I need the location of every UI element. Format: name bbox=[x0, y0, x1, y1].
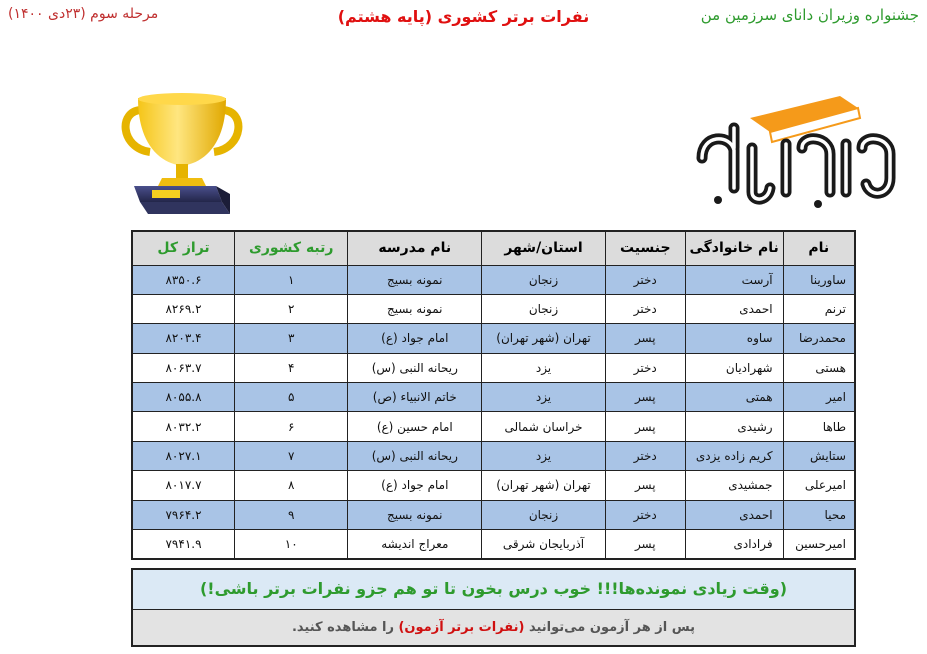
cell-score: ۸۰۳۲.۲ bbox=[132, 412, 235, 441]
table-row bbox=[132, 294, 855, 323]
cell-name: محمدرضا bbox=[783, 324, 855, 353]
cell-family: رشیدی bbox=[685, 412, 783, 441]
cell-score: ۸۰۶۳.۷ bbox=[132, 353, 235, 382]
header-score: تراز کل bbox=[132, 231, 235, 265]
cell-province: خراسان شمالی bbox=[482, 412, 606, 441]
cell-gender: پسر bbox=[605, 412, 685, 441]
table-row bbox=[132, 500, 855, 529]
cell-province: زنجان bbox=[482, 294, 606, 323]
page-title: نفرات برتر کشوری (پایه هشتم) bbox=[337, 7, 590, 26]
cell-score: ۸۲۶۹.۲ bbox=[132, 294, 235, 323]
cell-rank: ۸ bbox=[235, 471, 348, 500]
cell-family: همتی bbox=[685, 383, 783, 412]
cell-province: آذربایجان شرقی bbox=[482, 530, 606, 559]
cell-score: ۸۲۰۳.۴ bbox=[132, 324, 235, 353]
cell-family: فرادادی bbox=[685, 530, 783, 559]
header-rank: رتبه کشوری bbox=[235, 231, 348, 265]
cell-rank: ۲ bbox=[235, 294, 348, 323]
header-name: نام bbox=[783, 231, 855, 265]
cell-school: امام حسین (ع) bbox=[348, 412, 482, 441]
cell-gender: دختر bbox=[605, 353, 685, 382]
cell-gender: دختر bbox=[605, 265, 685, 294]
cell-family: کریم زاده یزدی bbox=[685, 441, 783, 470]
cell-name: هستی bbox=[783, 353, 855, 382]
header-school: نام مدرسه bbox=[348, 231, 482, 265]
cell-province: تهران (شهر تهران) bbox=[482, 471, 606, 500]
cell-gender: دختر bbox=[605, 441, 685, 470]
cell-score: ۸۰۵۵.۸ bbox=[132, 383, 235, 412]
table-header-row bbox=[132, 231, 855, 265]
cell-family: آرست bbox=[685, 265, 783, 294]
cell-family: ساوه bbox=[685, 324, 783, 353]
cell-name: ترنم bbox=[783, 294, 855, 323]
table-row bbox=[132, 383, 855, 412]
cell-rank: ۷ bbox=[235, 441, 348, 470]
cell-province: یزد bbox=[482, 383, 606, 412]
top-ranks-link-text: (نفرات برتر آزمون) bbox=[398, 620, 525, 635]
table-row bbox=[132, 265, 855, 294]
festival-title: جشنواره وزیران دانای سرزمین من bbox=[700, 6, 919, 24]
cell-school: ریحانه النبی (س) bbox=[348, 441, 482, 470]
cell-gender: پسر bbox=[605, 383, 685, 412]
cell-family: احمدی bbox=[685, 500, 783, 529]
vaziran-dana-logo bbox=[690, 88, 905, 213]
cell-family: جمشیدی bbox=[685, 471, 783, 500]
cell-rank: ۱ bbox=[235, 265, 348, 294]
cell-score: ۸۳۵۰.۶ bbox=[132, 265, 235, 294]
cell-province: یزد bbox=[482, 441, 606, 470]
header-gender: جنسیت bbox=[605, 231, 685, 265]
cell-province: یزد bbox=[482, 353, 606, 382]
results-table bbox=[131, 230, 856, 560]
cell-rank: ۵ bbox=[235, 383, 348, 412]
header-family: نام خانوادگی bbox=[685, 231, 783, 265]
cell-score: ۷۹۴۱.۹ bbox=[132, 530, 235, 559]
motivation-message: (وقت زیادی نمونده‌ها!!! خوب درس بخون تا تو هم جزو نفرات برتر باشی!) bbox=[133, 570, 854, 610]
info-text-after: را مشاهده کنید. bbox=[291, 620, 394, 635]
trophy-icon bbox=[112, 90, 252, 220]
table-row bbox=[132, 471, 855, 500]
cell-family: شهرادیان bbox=[685, 353, 783, 382]
table-row bbox=[132, 353, 855, 382]
cell-province: زنجان bbox=[482, 265, 606, 294]
table-row bbox=[132, 441, 855, 470]
cell-school: امام جواد (ع) bbox=[348, 324, 482, 353]
cell-rank: ۶ bbox=[235, 412, 348, 441]
cell-school: معراج اندیشه bbox=[348, 530, 482, 559]
cell-gender: پسر bbox=[605, 530, 685, 559]
cell-score: ۸۰۱۷.۷ bbox=[132, 471, 235, 500]
cell-name: محیا bbox=[783, 500, 855, 529]
table-row bbox=[132, 412, 855, 441]
cell-rank: ۴ bbox=[235, 353, 348, 382]
cell-gender: دختر bbox=[605, 294, 685, 323]
cell-name: ساورینا bbox=[783, 265, 855, 294]
cell-name: ستایش bbox=[783, 441, 855, 470]
cell-score: ۷۹۶۴.۲ bbox=[132, 500, 235, 529]
cell-name: طاها bbox=[783, 412, 855, 441]
cell-family: احمدی bbox=[685, 294, 783, 323]
cell-school: نمونه بسیج bbox=[348, 265, 482, 294]
cell-province: تهران (شهر تهران) bbox=[482, 324, 606, 353]
cell-school: نمونه بسیج bbox=[348, 294, 482, 323]
header-province: استان/شهر bbox=[482, 231, 606, 265]
cell-name: امیر bbox=[783, 383, 855, 412]
cell-school: ریحانه النبی (س) bbox=[348, 353, 482, 382]
table-row bbox=[132, 530, 855, 559]
cell-rank: ۳ bbox=[235, 324, 348, 353]
table-row bbox=[132, 324, 855, 353]
cell-school: نمونه بسیج bbox=[348, 500, 482, 529]
cell-rank: ۱۰ bbox=[235, 530, 348, 559]
cell-gender: پسر bbox=[605, 324, 685, 353]
cell-school: امام جواد (ع) bbox=[348, 471, 482, 500]
message-box bbox=[131, 568, 856, 647]
cell-school: خاتم الانبیاء (ص) bbox=[348, 383, 482, 412]
cell-gender: دختر bbox=[605, 500, 685, 529]
stage-label: مرحله سوم (۲۳دی ۱۴۰۰) bbox=[8, 6, 159, 22]
info-text-before: پس از هر آزمون می‌توانید bbox=[528, 620, 695, 635]
cell-rank: ۹ bbox=[235, 500, 348, 529]
cell-gender: پسر bbox=[605, 471, 685, 500]
cell-score: ۸۰۲۷.۱ bbox=[132, 441, 235, 470]
cell-province: زنجان bbox=[482, 500, 606, 529]
cell-name: امیرعلی bbox=[783, 471, 855, 500]
info-message bbox=[133, 610, 854, 645]
cell-name: امیرحسین bbox=[783, 530, 855, 559]
